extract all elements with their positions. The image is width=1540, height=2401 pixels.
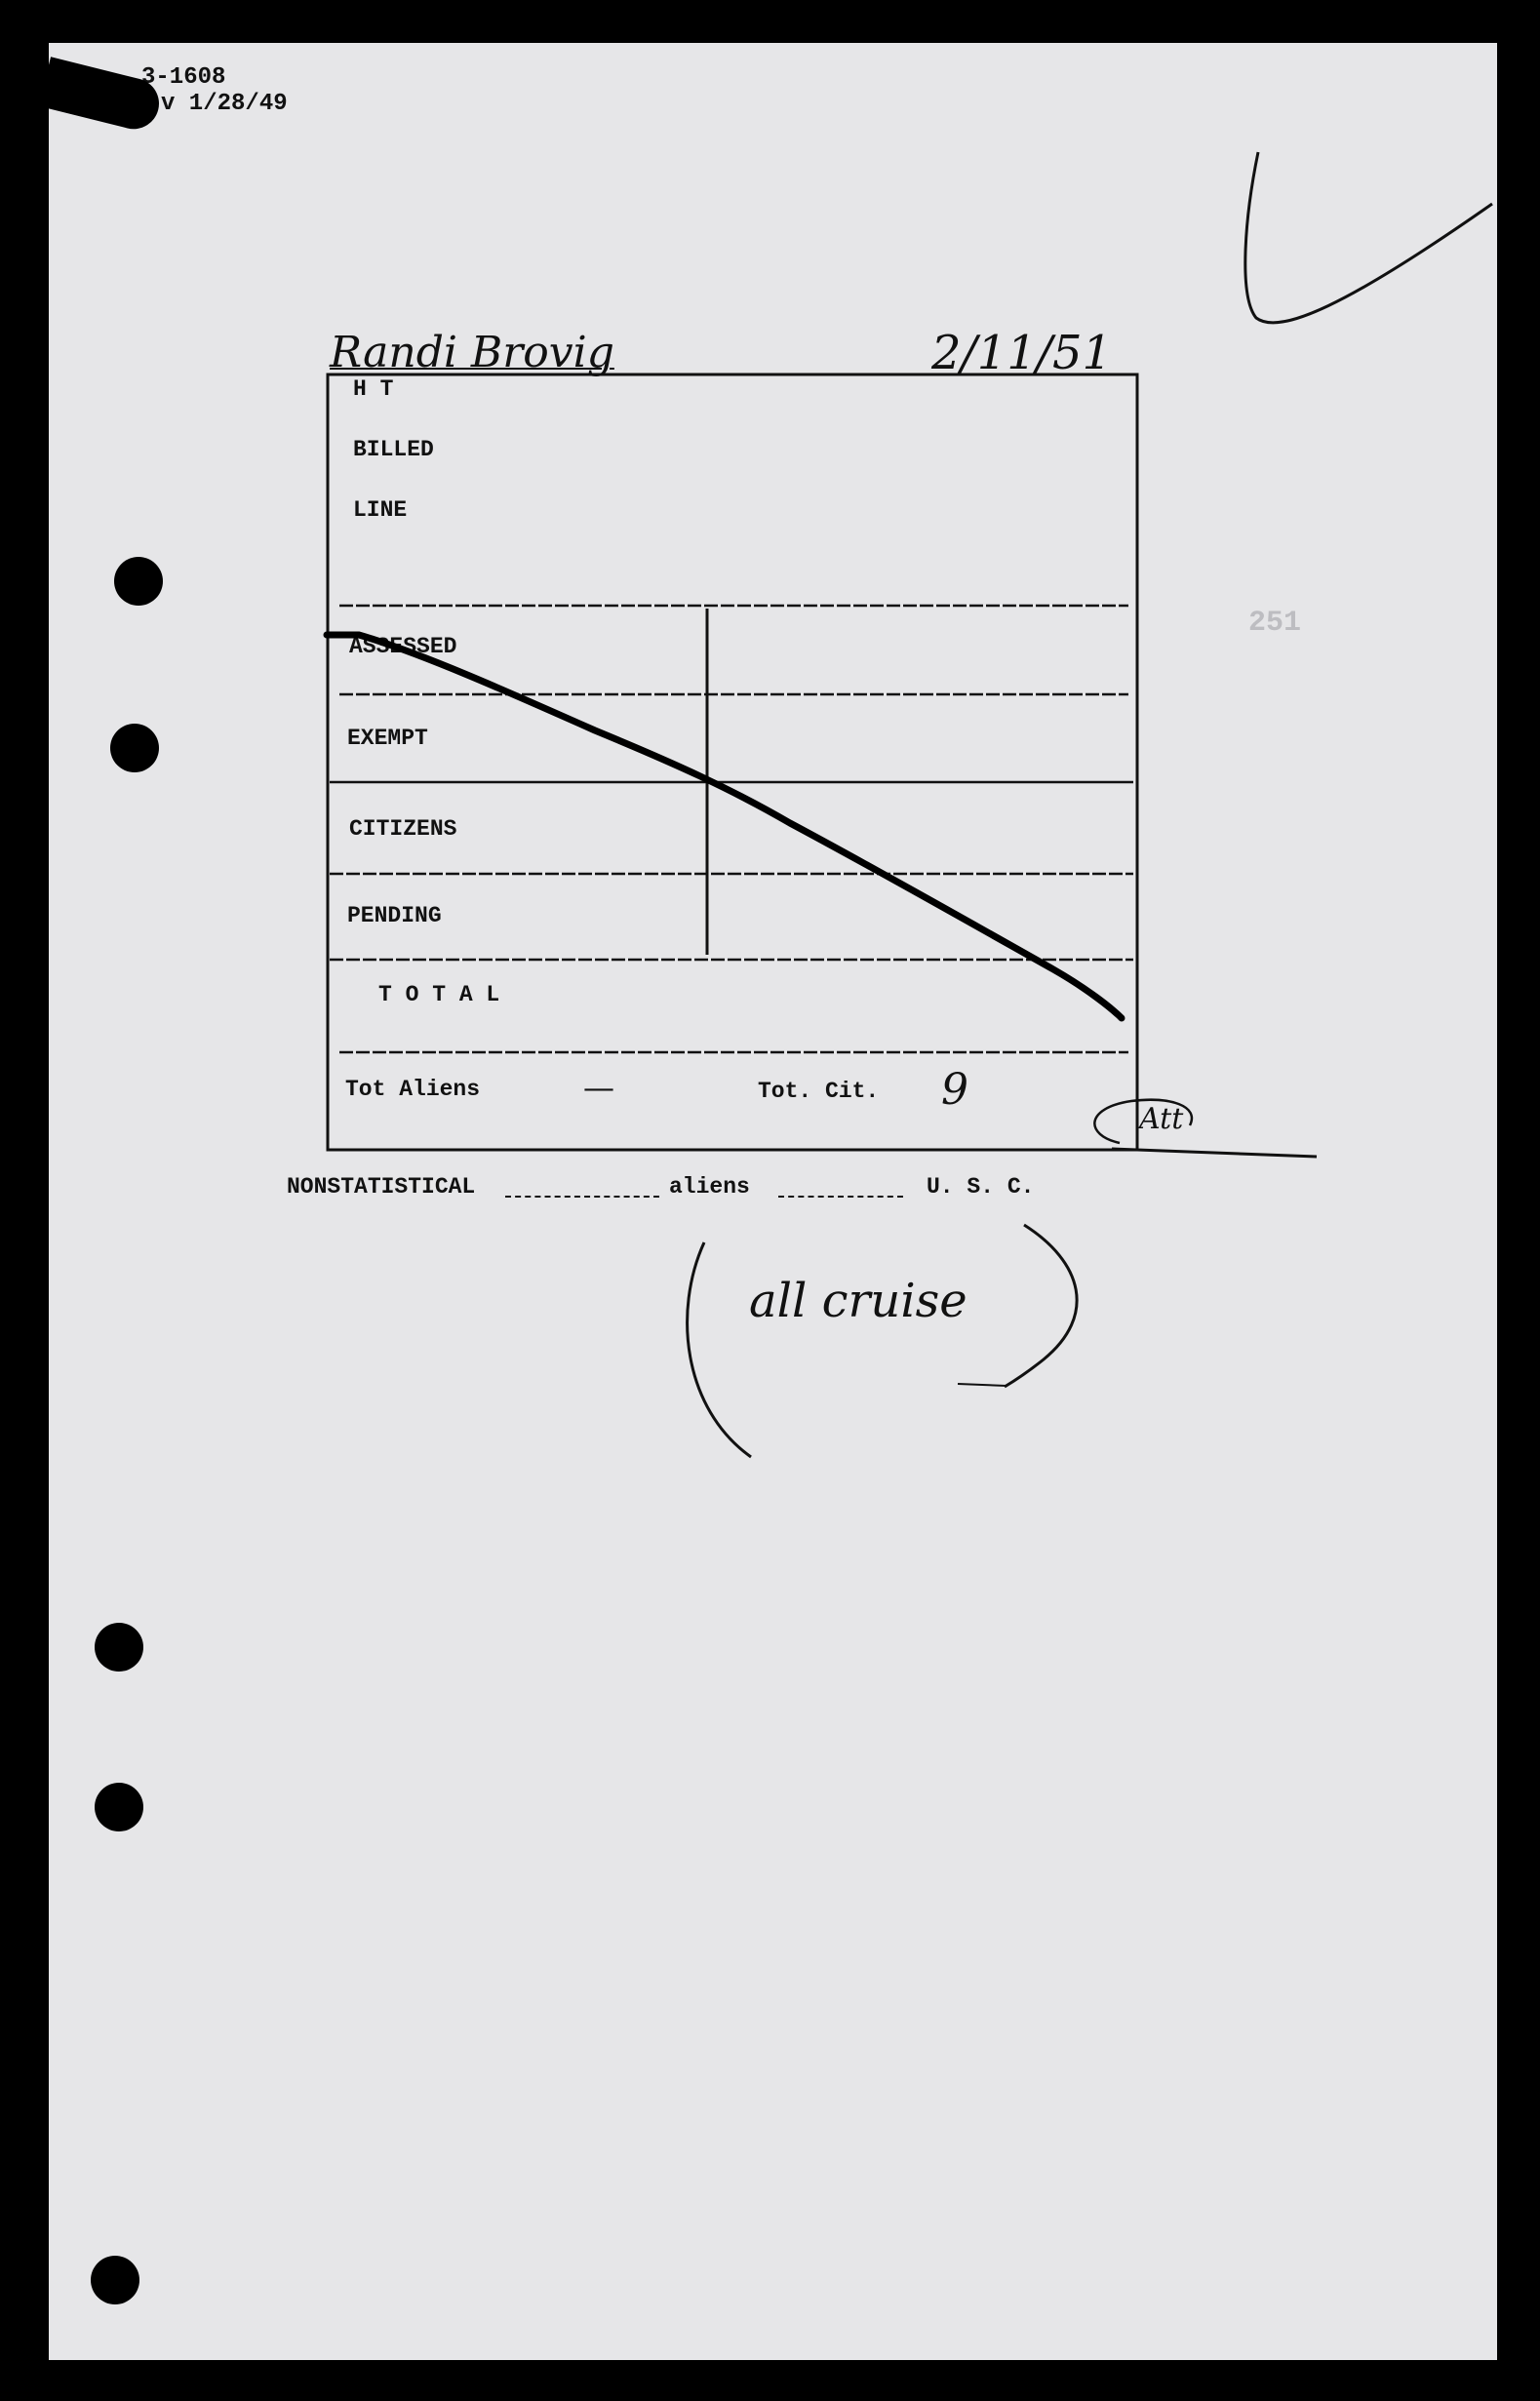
row-label-exempt: EXEMPT: [347, 726, 428, 751]
handwritten-name: Randi Brovig: [330, 328, 614, 377]
form-revision: v 1/28/49: [161, 91, 288, 117]
punch-hole: [95, 1623, 143, 1672]
row-label-pending: PENDING: [347, 903, 442, 928]
punch-hole: [95, 1783, 143, 1831]
form-number: 3-1608: [141, 64, 226, 91]
nonstatistical-label: NONSTATISTICAL: [287, 1174, 476, 1200]
row-label-assessed: ASSESSED: [349, 634, 457, 659]
handwritten-initials: Att: [1139, 1102, 1184, 1136]
header-billed-label: BILLED: [353, 437, 434, 462]
punch-hole: [110, 724, 159, 772]
total-label: T O T A L: [378, 982, 500, 1007]
aliens-label: aliens: [669, 1174, 750, 1200]
note-parentheses: [49, 43, 1497, 2360]
header-line-label: LINE: [353, 497, 408, 523]
punch-hole: [114, 557, 163, 606]
handwritten-note: all cruise: [749, 1274, 967, 1328]
handwritten-date: 2/11/51: [931, 326, 1113, 380]
tot-cit-label: Tot. Cit.: [758, 1079, 880, 1104]
tot-aliens-label: Tot Aliens: [345, 1077, 481, 1102]
row-label-citizens: CITIZENS: [349, 816, 457, 842]
tot-aliens-value: —: [583, 1069, 614, 1106]
header-ht-label: H T: [353, 376, 394, 402]
page-number: 251: [1248, 607, 1302, 640]
punch-hole: [91, 2256, 139, 2304]
usc-label: U. S. C.: [927, 1174, 1035, 1200]
document-sheet: [49, 43, 1497, 2360]
tot-cit-value: 9: [941, 1065, 968, 1115]
